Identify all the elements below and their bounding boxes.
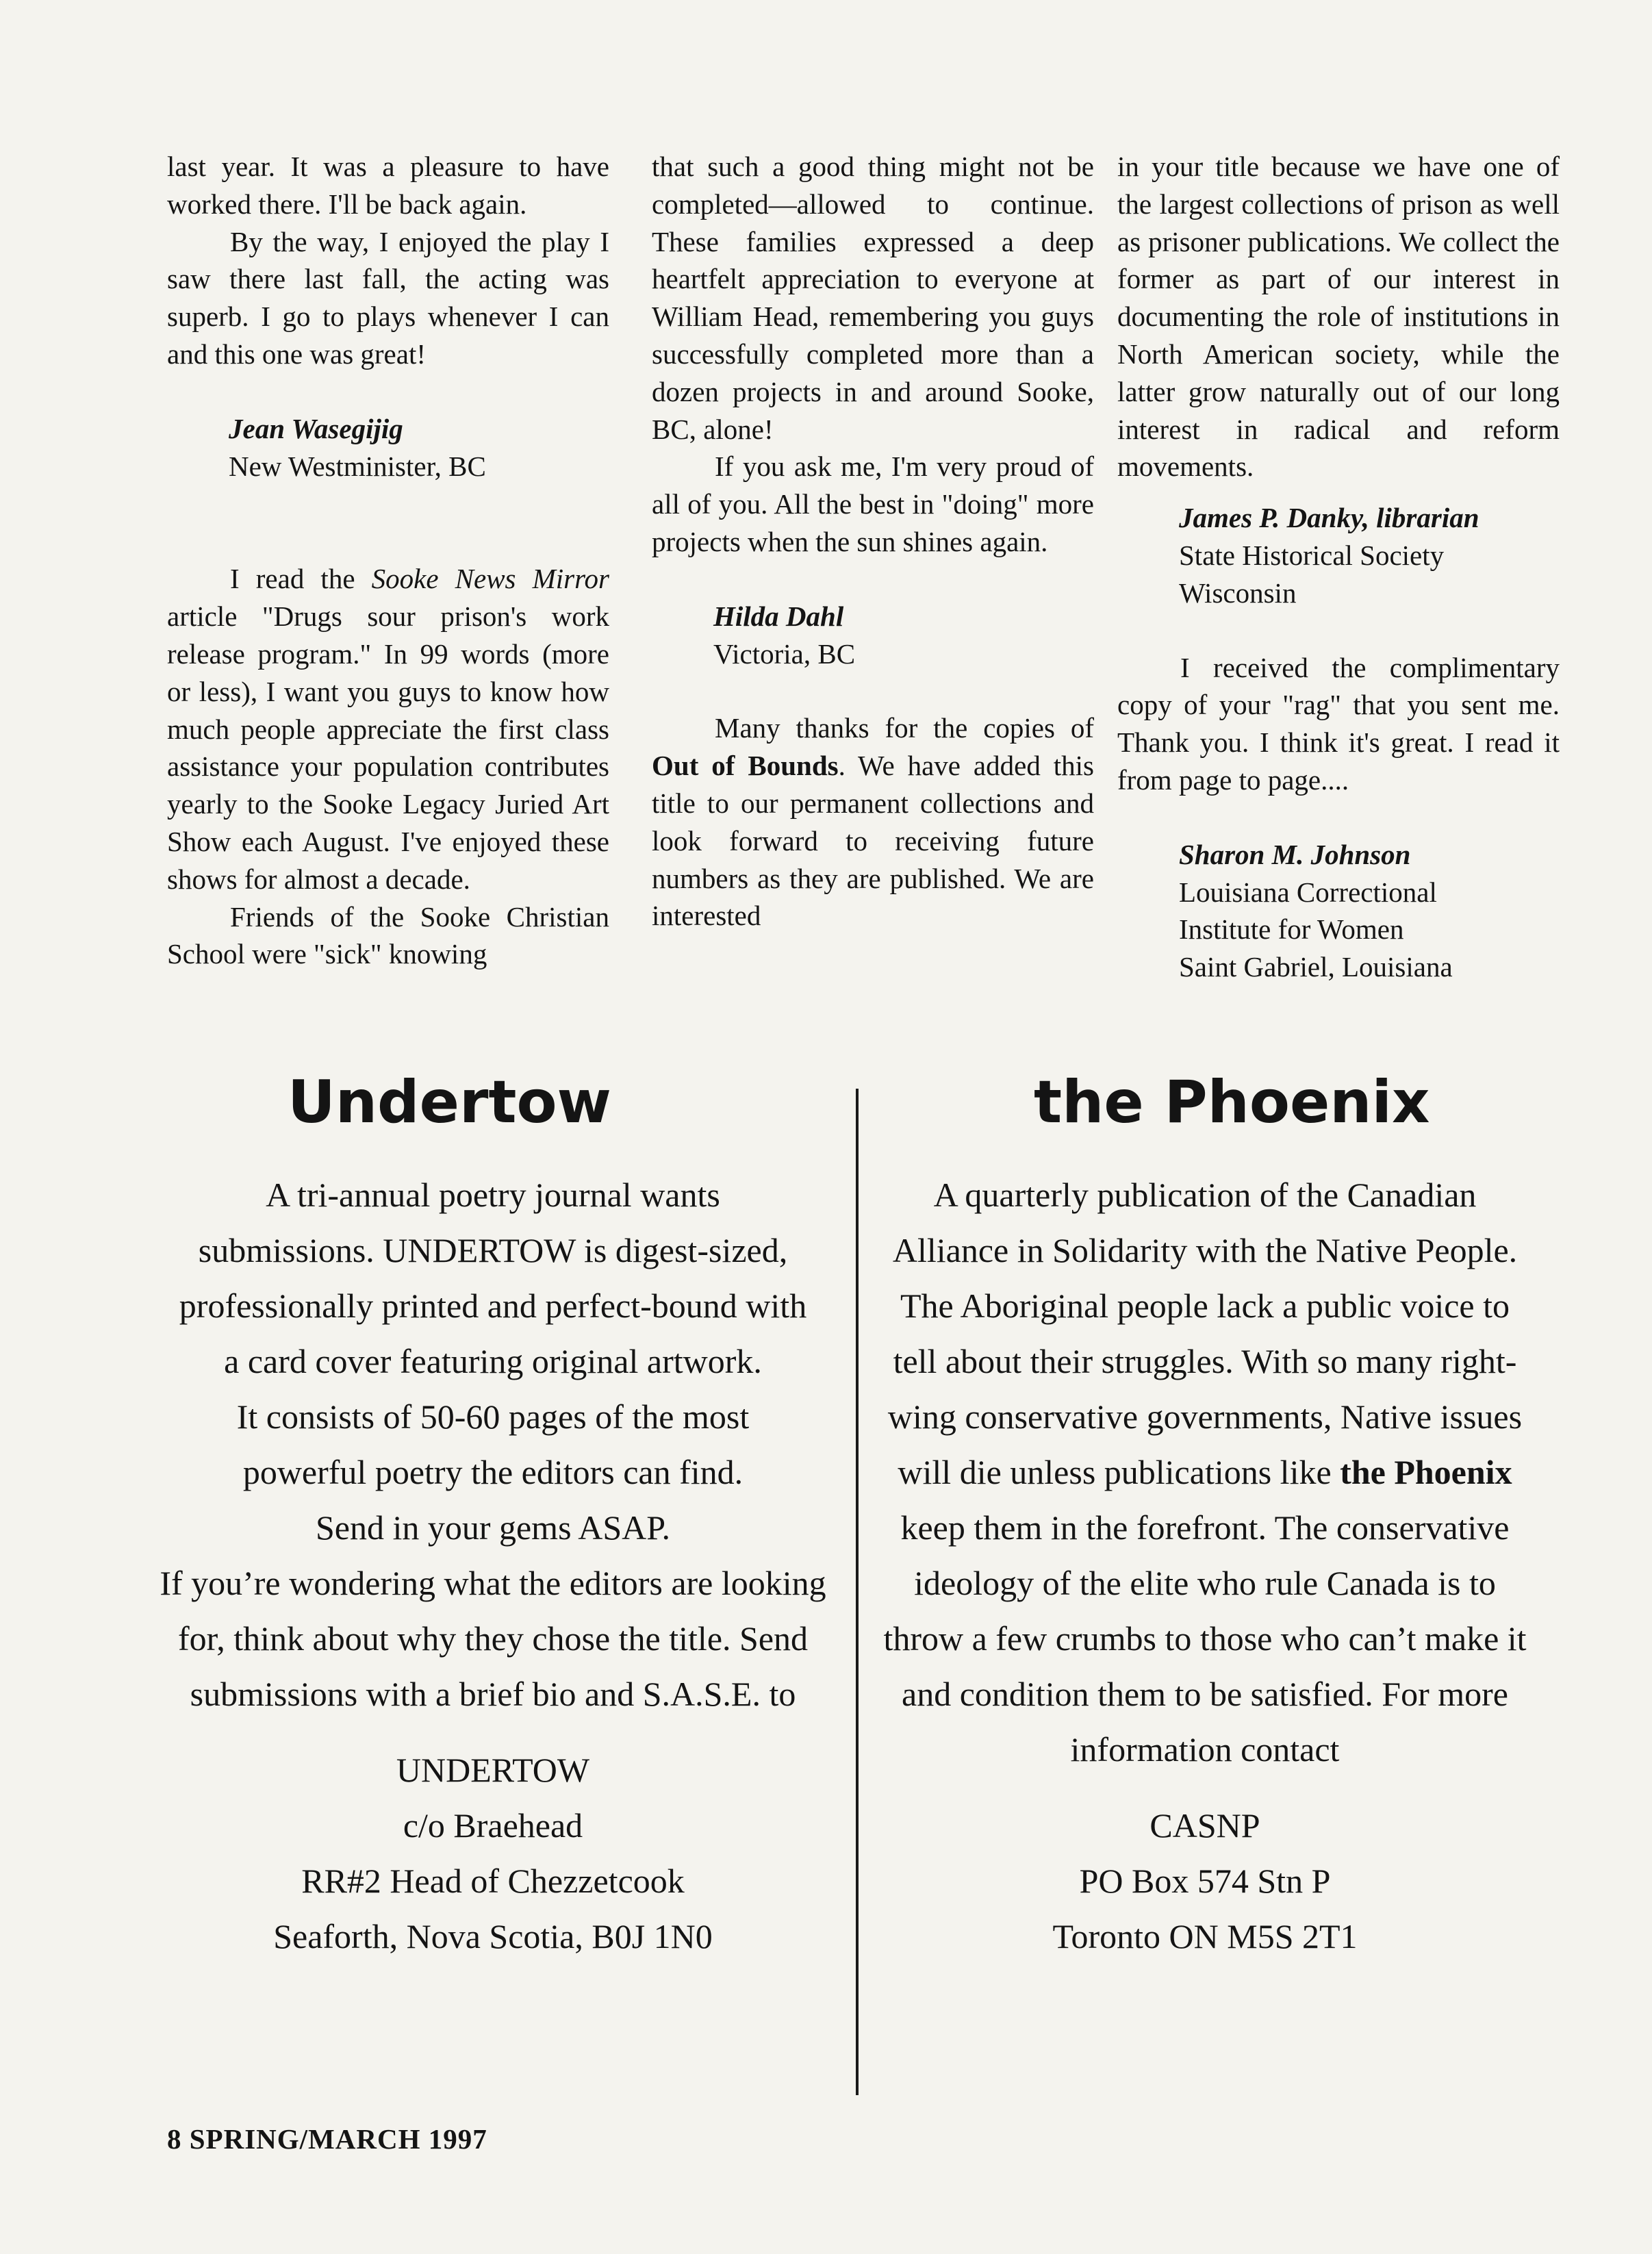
signature-line: Louisiana Correctional (1179, 876, 1437, 908)
publication-title: Sooke News Mirror (371, 563, 609, 595)
letter-text: last year. It was a pleasure to have worked there. I'll be back again. (167, 151, 609, 220)
letter-text: I read the Sooke News Mirror article "Drugs sour prison's work release program." In 99 words (more or less), I want you guys to know how much people appreciate the first class assistance your population contributes yearly to the Sooke Legacy Juried Art Show each August. I've enjoyed these shows for almost a decade. (167, 563, 609, 895)
address-line: Toronto ON M5S 2T1 (1052, 1917, 1358, 1955)
address-line: UNDERTOW (396, 1751, 590, 1789)
letter-text: By the way, I enjoyed the play I saw there last fall, the acting was superb. I go to plays whenever I can and this one was great! (167, 225, 609, 370)
ad-address (157, 1743, 828, 1964)
letter-signature (1179, 499, 1560, 611)
signature-name: Hilda Dahl (713, 600, 844, 632)
signature-line: Saint Gabriel, Louisiana (1179, 951, 1453, 983)
signature-line: Wisconsin (1179, 577, 1297, 609)
letters-column-2 (652, 148, 1094, 935)
letters-column-3 (1117, 148, 1560, 986)
signature-place: Victoria, BC (713, 637, 856, 670)
publication-title: the Phoenix (1340, 1453, 1512, 1491)
address-line: RR#2 Head of Chezzetcook (301, 1862, 685, 1900)
address-line: c/o Braehead (403, 1806, 583, 1845)
ad-text: If you’re wondering what the editors are looking for, think about why they chose the title. Send submissions with a brief bio and S.A.S.E. to (160, 1564, 826, 1713)
letter-text: If you ask me, I'm very proud of all of you. All the best in "doing" more projects when the sun shines again. (652, 451, 1094, 557)
letter-signature (1179, 836, 1560, 986)
publication-title: Out of Bounds (652, 750, 839, 782)
address-line: Seaforth, Nova Scotia, B0J 1N0 (273, 1917, 713, 1955)
letter-text: I received the complimentary copy of your "rag" that you sent me. Thank you. I think it's great. I read it from page to page.... (1117, 651, 1560, 796)
letter-signature (713, 598, 1094, 673)
letter-text: that such a good thing might not be completed—allowed to continue. These families expressed a deep heartfelt appreciation to everyone at William Head, remembering you guys successfully completed more than a dozen projects in and around Sooke, BC, alone! (652, 151, 1094, 445)
letters-column-1 (167, 148, 609, 973)
ad-address (883, 1798, 1527, 1964)
ad-text: It consists of 50-60 pages of the most powerful poetry the editors can find. (236, 1397, 750, 1491)
address-line: CASNP (1149, 1806, 1260, 1845)
letter-text: in your title because we have one of the largest collections of prison as well as prisoner publications. We collect the former as part of our interest in documenting the role of institutions in North American society, while the latter grow naturally out of our long interest in radical and reform movements. (1117, 151, 1560, 483)
signature-name: Jean Wasegijig (229, 412, 403, 444)
signature-line: Institute for Women (1179, 913, 1404, 946)
signature-name: James P. Danky, librarian (1179, 502, 1479, 534)
ad-divider (856, 1089, 859, 2095)
signature-place: New Westminister, BC (229, 450, 486, 482)
ad-text: A quarterly publication of the Canadian Alliance in Solidarity with the Native People. The Aboriginal people lack a public voice to tell about their struggles. With so many right-wing conservative governments, Native issues will die unless publications like the Phoenix keep them in the forefront. The conservative ideology of the elite who rule Canada is to throw a few crumbs to those who can’t make it and condition them to be satisfied. For more information contact (883, 1176, 1527, 1769)
phoenix-ad-title: the Phoenix (1034, 1068, 1430, 1137)
undertow-ad-body (157, 1167, 828, 1964)
ad-text: A tri-annual poetry journal wants submissions. UNDERTOW is digest-sized, professionally printed and perfect-bound with a card cover featuring original artwork. (179, 1176, 807, 1380)
letter-text: Many thanks for the copies of Out of Bounds. We have added this title to our permanent collections and look forward to receiving future numbers as they are published. We are interested (652, 712, 1094, 932)
signature-line: State Historical Society (1179, 539, 1445, 571)
phoenix-ad-body (883, 1167, 1527, 1964)
address-line: PO Box 574 Stn P (1079, 1862, 1331, 1900)
undertow-ad-title: Undertow (288, 1068, 611, 1137)
letter-signature (229, 410, 609, 485)
signature-name: Sharon M. Johnson (1179, 838, 1411, 870)
letter-text: Friends of the Sooke Christian School were "sick" knowing (167, 900, 609, 970)
page-footer: 8 SPRING/MARCH 1997 (167, 2123, 487, 2155)
ad-text: Send in your gems ASAP. (315, 1508, 671, 1547)
